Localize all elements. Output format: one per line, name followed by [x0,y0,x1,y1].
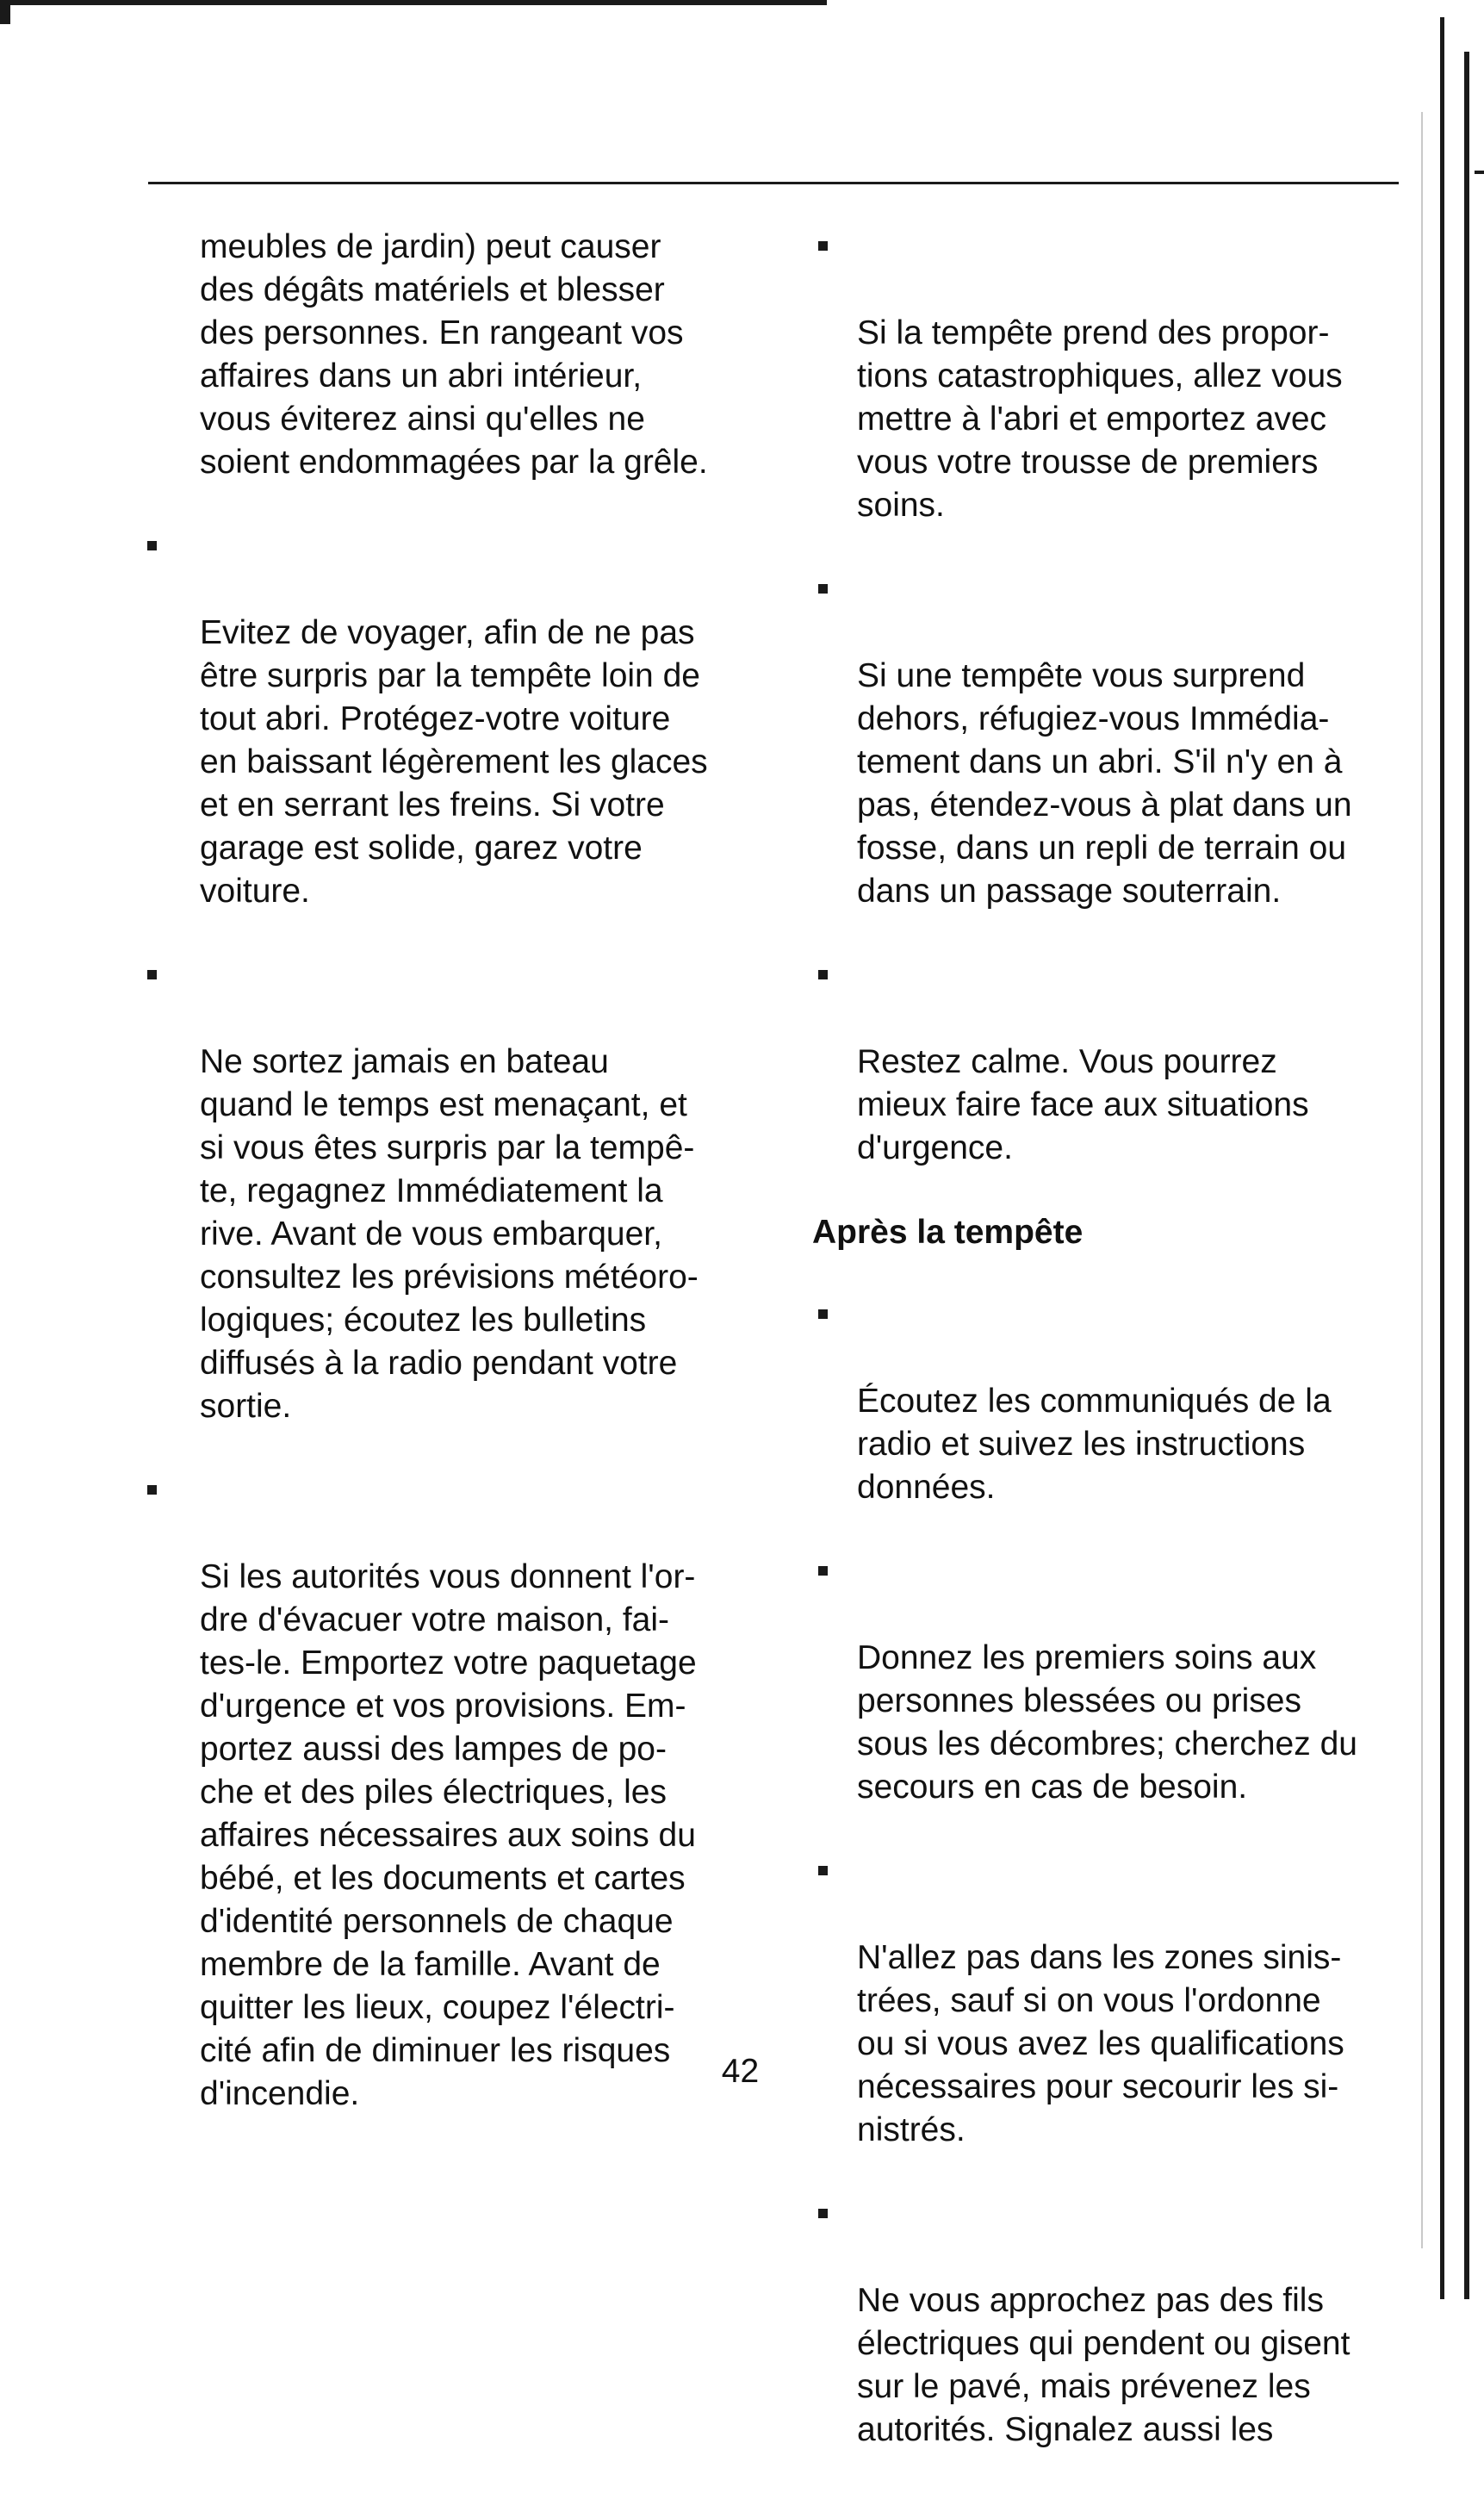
bullet-icon [818,241,828,251]
list-item-text: Si la tempête prend des propor- tions catastrophiques, allez vous mettre à l'abri et emportez avec vous votre trousse de premiers soins. [857,314,1343,524]
list-item [857,226,1408,527]
scan-right-shadow [1421,112,1423,2248]
continuation-paragraph: meubles de jardin) peut causer des dégâts matériels et blesser des personnes. En rangeant vos affaires dans un abri intérieur, vous éviterez ainsi qu'elles ne soient endommagées par la grêle. [200,228,708,481]
right-column [812,226,1408,2493]
bullet-icon [818,1309,828,1319]
bullet-icon [147,1485,157,1495]
bullet-icon [818,584,828,594]
list-item [857,1551,1408,1809]
list-item-text: Restez calme. Vous pourrez mieux faire face aux situations d'urgence. [857,1043,1309,1166]
bullet-icon [818,1566,828,1576]
bullet-icon [818,970,828,979]
bullet-icon [818,2209,828,2218]
list-item [857,1850,1408,2152]
section-heading: Après la tempête [812,1214,1084,1251]
scan-corner-mark [0,0,10,24]
page-number: 42 [721,2053,760,2090]
list-item-text: Si une tempête vous surprend dehors, réfugiez-vous Immédia- tement dans un abri. S'il n'y en à pas, étendez-vous à plat dans un fosse, dans un repli de terrain ou dans un passage souterrain. [857,657,1352,910]
scan-top-edge [0,0,827,5]
left-column [200,226,768,2157]
bullet-icon [147,970,157,979]
list-item-text: Ne vous approchez pas des fils électriques qui pendent ou gisent sur le pavé, mais prévenez les autorités. Signalez aussi les [857,2282,1351,2448]
scan-right-edge-outer [1464,52,1469,2299]
list-item [857,1294,1408,1509]
list-item [200,525,768,913]
list-item [200,954,768,1428]
list-item [857,2193,1408,2452]
list-item [857,954,1408,1170]
scan-right-tick [1475,171,1484,174]
list-item [200,1470,768,2116]
list-item-text: Si les autorités vous donnent l'or- dre d'évacuer votre maison, fai- tes-le. Emportez votre paquetage d'urgence et vos provisions. Em- portez aussi des lampes de po- che et des piles électriques, les affaires nécessaires aux soins du bébé, et les documents et cartes d'identité personnels de chaque membre de la famille. Avant de quitter les lieux, coupez l'électri- cité afin de diminuer les risques d'incendie. [200,1558,697,2112]
list-item [857,569,1408,913]
bullet-icon [147,541,157,550]
list-item-text: N'allez pas dans les zones sinis- trées, sauf si on vous l'ordonne ou si vous avez les qualifications nécessaires pour secourir les si- nistrés. [857,1939,1344,2148]
bullet-icon [818,1866,828,1875]
list-item-text: Ne sortez jamais en bateau quand le temps est menaçant, et si vous êtes surpris par la tempê- te, regagnez Immédiatement la rive. Avant de vous embarquer, consultez les prévisions météoro- logiques; écoutez les bulletins diffusés à la radio pendant votre sortie. [200,1043,699,1425]
list-item-text: Evitez de voyager, afin de ne pas être surpris par la tempête loin de tout abri. Protégez-votre voiture en baissant légèrement les glaces et en serrant les freins. Si votre garage est solide, garez votre voiture. [200,614,708,910]
list-item-text: Donnez les premiers soins aux personnes blessées ou prises sous les décombres; cherchez du secours en cas de besoin. [857,1639,1357,1806]
header-rule [148,182,1399,184]
scan-right-edge [1440,17,1444,2299]
list-item-text: Écoutez les communiqués de la radio et suivez les instructions données. [857,1383,1332,1506]
